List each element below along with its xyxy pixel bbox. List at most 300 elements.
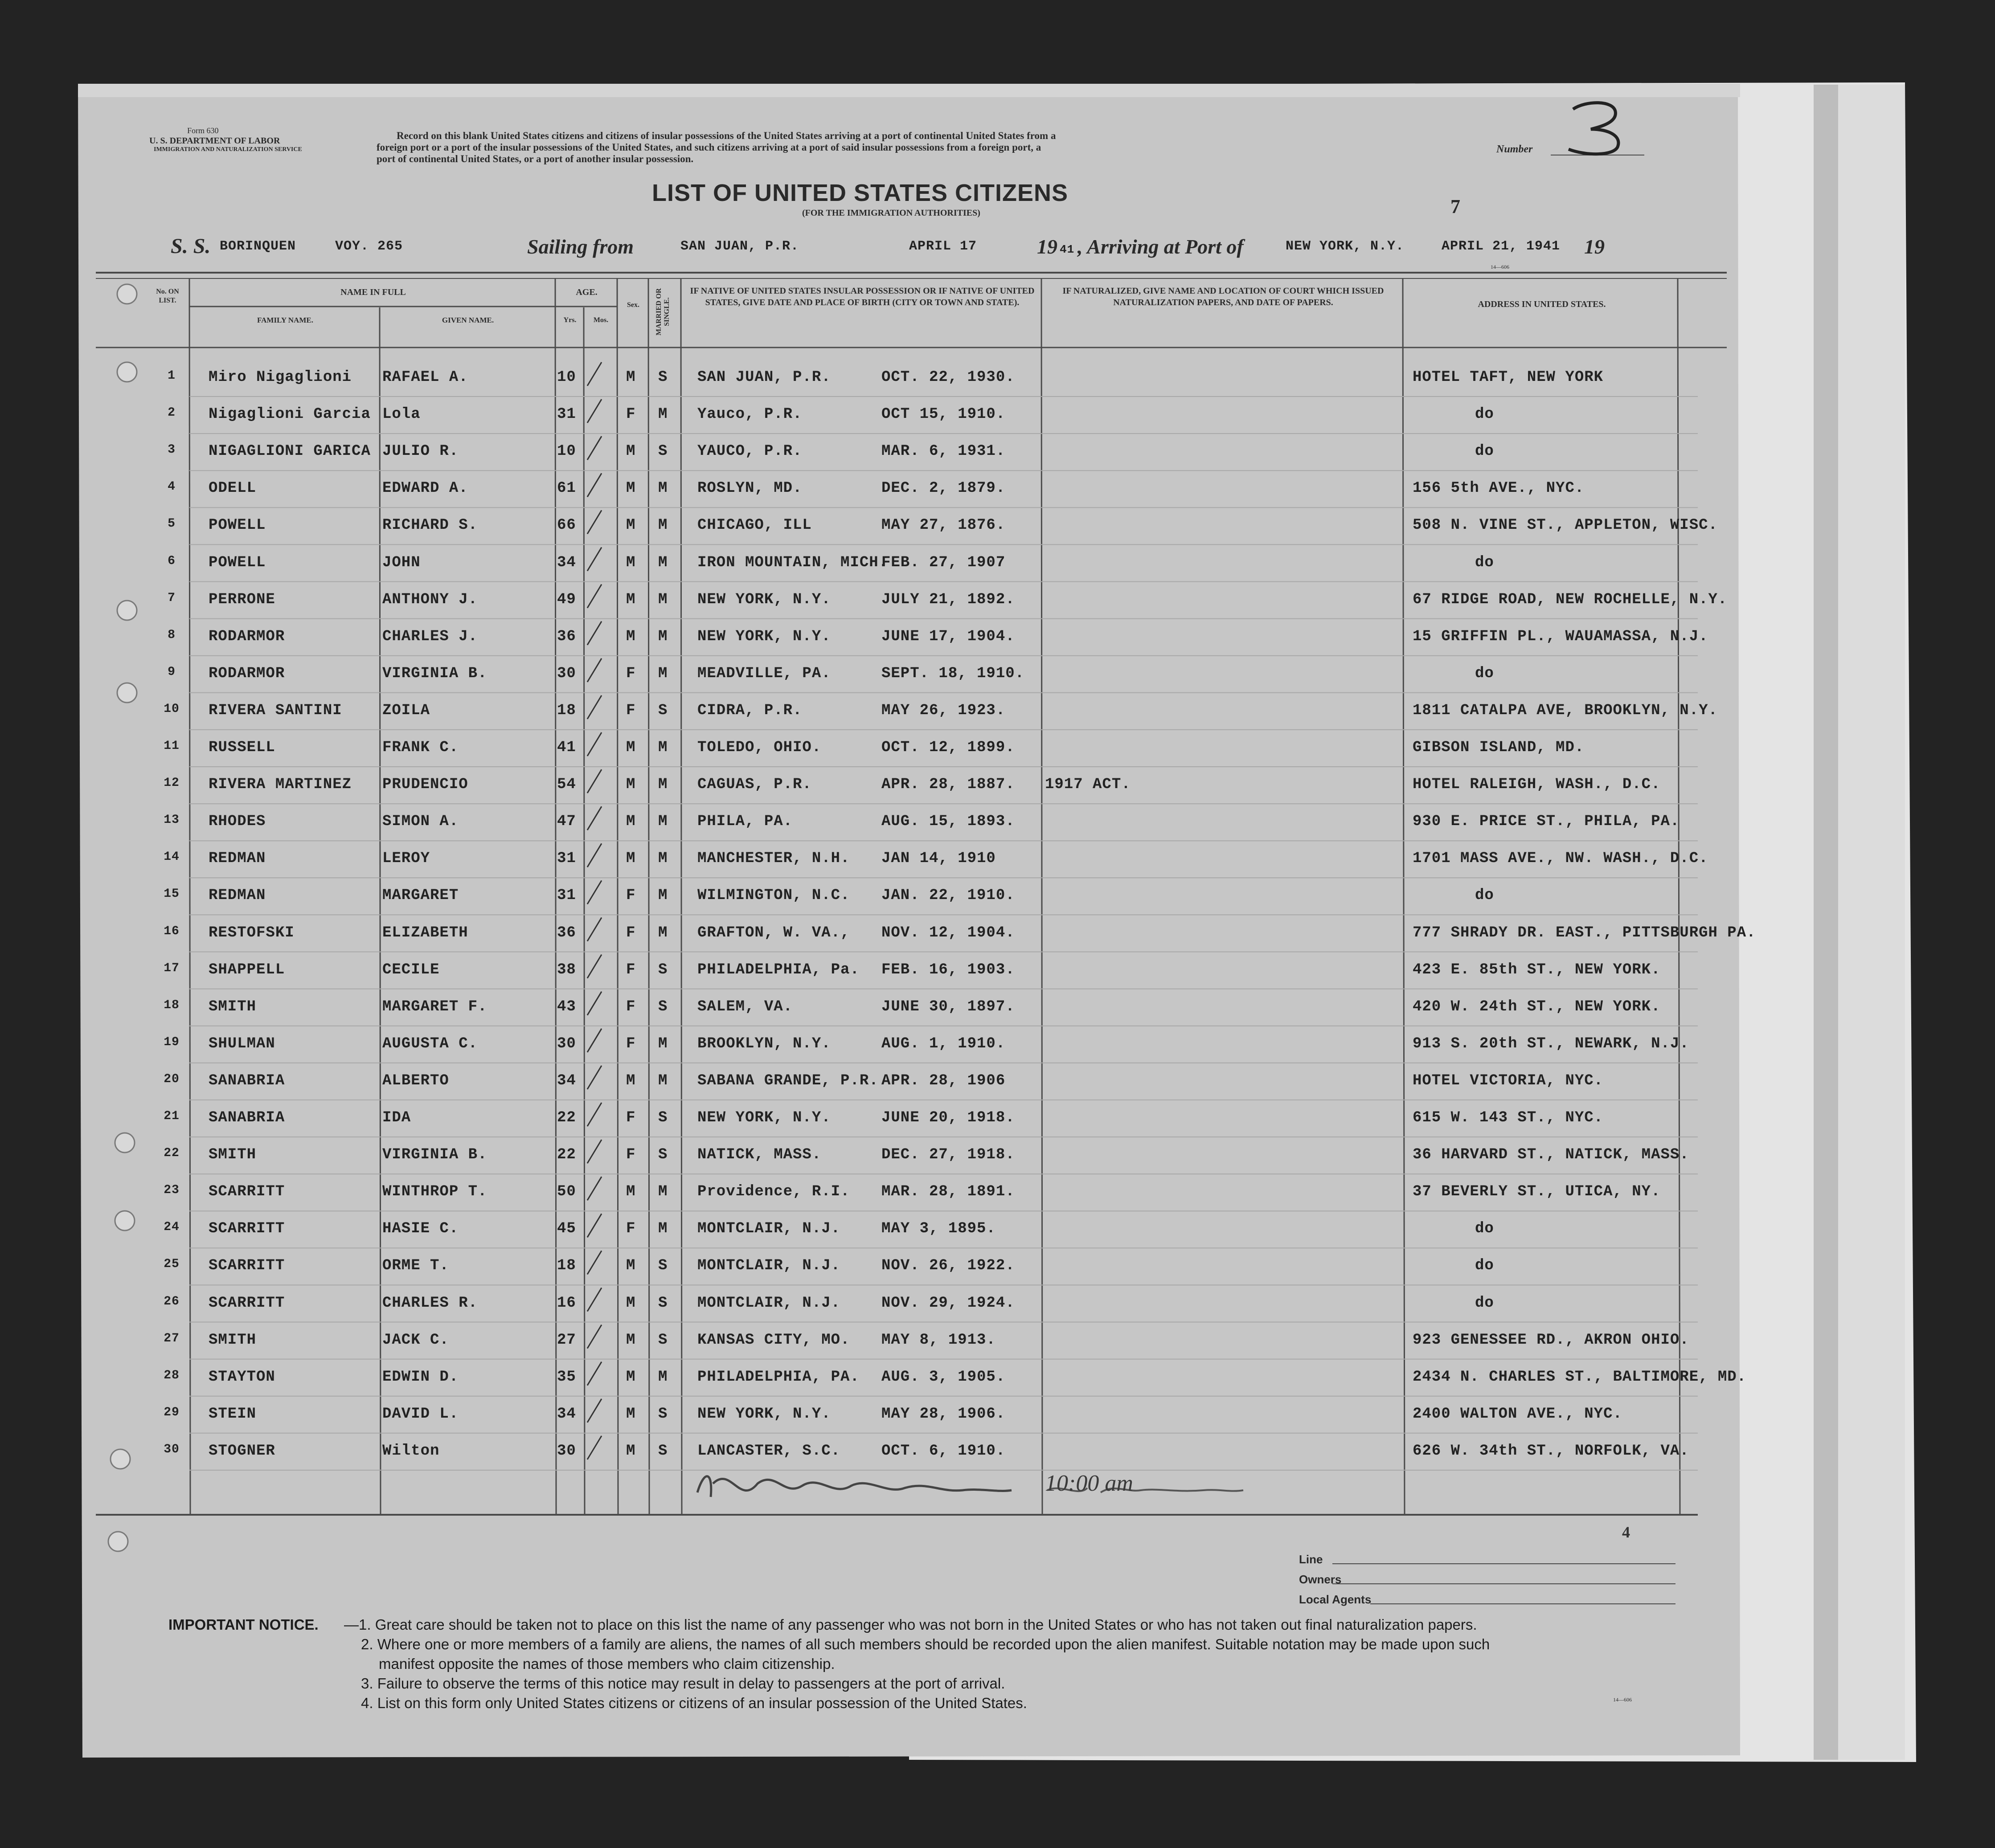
address: 67 RIDGE ROAD, NEW ROCHELLE, N.Y.	[1413, 591, 1728, 608]
row-number: 18	[164, 998, 180, 1012]
row-number: 26	[164, 1294, 180, 1308]
family-name: STEIN	[209, 1405, 257, 1423]
age-years: 45	[557, 1220, 576, 1238]
notice-4: 4. List on this form only United States citizens or citizens of an insular possession of the United States.	[361, 1695, 1027, 1711]
marital-status: M	[658, 591, 668, 608]
row-number: 9	[168, 665, 176, 679]
marital-status: M	[658, 554, 668, 571]
birth-date: NOV. 12, 1904.	[881, 924, 1015, 941]
birth-date: APR. 28, 1906	[881, 1072, 1006, 1089]
birth-place: CHICAGO, ILL	[697, 517, 812, 534]
line-label: Line	[1299, 1553, 1323, 1566]
birth-date: AUG. 15, 1893.	[881, 813, 1015, 830]
given-name: SIMON A.	[382, 813, 459, 830]
sex: F	[626, 702, 636, 719]
col-address: ADDRESS IN UNITED STATES.	[1478, 299, 1606, 309]
given-name: LEROY	[382, 850, 430, 867]
age-years: 47	[557, 813, 576, 830]
birth-place: NATICK, MASS.	[697, 1146, 822, 1164]
form-subtitle: (FOR THE IMMIGRATION AUTHORITIES)	[802, 208, 980, 218]
age-years: 30	[557, 1035, 576, 1052]
birth-place: CAGUAS, P.R.	[697, 776, 812, 793]
sex: M	[626, 1183, 636, 1201]
age-years: 30	[557, 665, 576, 682]
address: 15 GRIFFIN PL., WAUAMASSA, N.J.	[1413, 628, 1708, 645]
given-name: VIRGINIA B.	[382, 1146, 487, 1164]
arriving-date: APRIL 21, 1941	[1442, 239, 1561, 254]
row-number: 20	[164, 1072, 180, 1086]
col-sex: Sex.	[627, 301, 639, 309]
given-name: CHARLES J.	[382, 628, 478, 645]
ss-label: S. S.	[171, 234, 211, 258]
col-age-yrs: Yrs.	[563, 316, 577, 324]
birth-place: WILMINGTON, N.C.	[697, 887, 850, 904]
arriving-port: NEW YORK, N.Y.	[1286, 239, 1405, 254]
voyage-number: VOY. 265	[335, 239, 403, 254]
marital-status: S	[658, 1294, 668, 1312]
sex: M	[626, 369, 636, 386]
marital-status: S	[658, 443, 668, 460]
marital-status: M	[658, 1220, 668, 1238]
row-number: 6	[168, 554, 176, 568]
family-name: REDMAN	[209, 850, 266, 867]
row-number: 11	[164, 739, 180, 753]
given-name: CECILE	[382, 961, 440, 978]
sex: M	[626, 1405, 636, 1423]
given-name: ELIZABETH	[382, 924, 468, 941]
family-name: Nigaglioni Garcia	[209, 406, 371, 423]
family-name: ODELL	[209, 480, 257, 497]
given-name: ANTHONY J.	[382, 591, 478, 608]
sex: F	[626, 1146, 636, 1164]
address: do	[1475, 1220, 1494, 1238]
birth-place: TOLEDO, OHIO.	[697, 739, 822, 756]
row-number: 16	[164, 924, 180, 938]
family-name: SANABRIA	[209, 1072, 285, 1089]
family-name: Miro Nigaglioni	[209, 369, 352, 386]
row-number: 27	[164, 1331, 180, 1345]
marital-status: M	[658, 628, 668, 645]
birth-place: SABANA GRANDE, P.R.	[697, 1072, 879, 1089]
age-years: 41	[557, 739, 576, 756]
family-name: RODARMOR	[209, 628, 285, 645]
address: 923 GENESSEE RD., AKRON OHIO.	[1413, 1331, 1689, 1349]
sex: F	[626, 1220, 636, 1238]
birth-place: PHILADELPHIA, Pa.	[697, 961, 860, 978]
row-number: 4	[168, 480, 176, 494]
col-name-in-full: NAME IN FULL	[340, 287, 406, 297]
address: 508 N. VINE ST., APPLETON, WISC.	[1413, 517, 1718, 534]
marital-status: M	[658, 406, 668, 423]
sex: F	[626, 1109, 636, 1126]
birth-place: MONTCLAIR, N.J.	[697, 1294, 841, 1312]
given-name: RICHARD S.	[382, 517, 478, 534]
address: 2434 N. CHARLES ST., BALTIMORE, MD.	[1413, 1368, 1747, 1386]
sex: M	[626, 813, 636, 830]
marital-status: M	[658, 924, 668, 941]
birth-place: NEW YORK, N.Y.	[697, 1405, 831, 1423]
corner-mark: 14—606	[1613, 1697, 1632, 1703]
birth-date: SEPT. 18, 1910.	[881, 665, 1025, 682]
row-number: 1	[168, 369, 176, 383]
family-name: SCARRITT	[209, 1294, 285, 1312]
family-name: STAYTON	[209, 1368, 275, 1386]
sex: M	[626, 1331, 636, 1349]
col-age-mos: Mos.	[593, 316, 609, 324]
family-name: REDMAN	[209, 887, 266, 904]
col-age: AGE.	[576, 287, 598, 297]
age-years: 31	[557, 887, 576, 904]
sex: F	[626, 961, 636, 978]
col-naturalized: IF NATURALIZED, GIVE NAME AND LOCATION OF COURT WHICH ISSUED NATURALIZATION PAPERS, AND DATE OF PAPERS.	[1062, 286, 1384, 307]
address: 420 W. 24th ST., NEW YORK.	[1413, 998, 1661, 1015]
marital-status: S	[658, 1109, 668, 1126]
given-name: PRUDENCIO	[382, 776, 468, 793]
sex: M	[626, 1368, 636, 1386]
sex: F	[626, 887, 636, 904]
sex: F	[626, 998, 636, 1015]
birth-date: MAY 3, 1895.	[881, 1220, 996, 1238]
age-years: 10	[557, 443, 576, 460]
age-years: 30	[557, 1442, 576, 1460]
sex: F	[626, 406, 636, 423]
birth-place: Providence, R.I.	[697, 1183, 850, 1201]
family-name: PERRONE	[209, 591, 275, 608]
birth-place: SAN JUAN, P.R.	[697, 369, 831, 386]
age-years: 31	[557, 406, 576, 423]
birth-date: MAY 27, 1876.	[881, 517, 1006, 534]
address: HOTEL TAFT, NEW YORK	[1413, 369, 1604, 386]
owners-label: Owners	[1299, 1573, 1342, 1586]
given-name: DAVID L.	[382, 1405, 459, 1423]
age-years: 27	[557, 1331, 576, 1349]
sex: M	[626, 517, 636, 534]
family-name: RESTOFSKI	[209, 924, 295, 941]
sex: F	[626, 924, 636, 941]
instructions-line-1: Record on this blank United States citizens and citizens of insular possessions of the United States arriving at a port of continental United States from a	[397, 130, 1056, 141]
birth-date: NOV. 26, 1922.	[881, 1257, 1015, 1275]
family-name: SMITH	[209, 1331, 257, 1349]
paper-sheet	[78, 84, 1740, 1758]
address: 930 E. PRICE ST., PHILA, PA.	[1413, 813, 1680, 830]
given-name: WINTHROP T.	[382, 1183, 487, 1201]
family-name: SANABRIA	[209, 1109, 285, 1126]
address: 37 BEVERLY ST., UTICA, NY.	[1413, 1183, 1661, 1201]
notice-3: 3. Failure to observe the terms of this notice may result in delay to passengers at the port of arrival.	[361, 1675, 1005, 1692]
birth-date: OCT 15, 1910.	[881, 406, 1006, 423]
birth-place: MANCHESTER, N.H.	[697, 850, 850, 867]
marital-status: M	[658, 517, 668, 534]
address: HOTEL VICTORIA, NYC.	[1413, 1072, 1604, 1089]
row-number: 5	[168, 517, 176, 531]
service-name: IMMIGRATION AND NATURALIZATION SERVICE	[154, 146, 302, 153]
ship-name: BORINQUEN	[220, 239, 296, 254]
birth-date: JULY 21, 1892.	[881, 591, 1015, 608]
marital-status: S	[658, 702, 668, 719]
family-name: SHAPPELL	[209, 961, 285, 978]
col-birth: IF NATIVE OF UNITED STATES INSULAR POSSESSION OR IF NATIVE OF UNITED STATES, GIVE DATE AND PLACE OF BIRTH (CITY OR TOWN AND STATE).	[690, 286, 1035, 307]
address: do	[1475, 887, 1494, 904]
given-name: ZOILA	[382, 702, 430, 719]
address: do	[1475, 1257, 1494, 1275]
family-name: NIGAGLIONI GARICA	[209, 443, 371, 460]
address: 156 5th AVE., NYC.	[1413, 480, 1585, 497]
marital-status: M	[658, 887, 668, 904]
given-name: VIRGINIA B.	[382, 665, 487, 682]
birth-date: DEC. 2, 1879.	[881, 480, 1006, 497]
notice-2-cont: manifest opposite the names of those members who claim citizenship.	[379, 1656, 835, 1672]
sex: M	[626, 1257, 636, 1275]
sex: F	[626, 665, 636, 682]
birth-place: PHILADELPHIA, PA.	[697, 1368, 860, 1386]
given-name: JACK C.	[382, 1331, 449, 1349]
marital-status: M	[658, 1368, 668, 1386]
age-years: 49	[557, 591, 576, 608]
age-years: 31	[557, 850, 576, 867]
sailing-from: SAN JUAN, P.R.	[680, 239, 799, 254]
col-no-on-list: No. ON LIST.	[156, 288, 179, 304]
address: do	[1475, 665, 1494, 682]
address: 777 SHRADY DR. EAST., PITTSBURGH PA.	[1413, 924, 1756, 941]
age-years: 35	[557, 1368, 576, 1386]
department-name: U. S. DEPARTMENT OF LABOR	[149, 136, 280, 146]
birth-place: NEW YORK, N.Y.	[697, 591, 831, 608]
row-number: 12	[164, 776, 180, 790]
sex: M	[626, 1294, 636, 1312]
birth-date: JUNE 20, 1918.	[881, 1109, 1015, 1126]
birth-date: FEB. 27, 1907	[881, 554, 1006, 571]
address: 626 W. 34th ST., NORFOLK, VA.	[1413, 1442, 1689, 1460]
family-name: SMITH	[209, 1146, 257, 1164]
birth-date: OCT. 6, 1910.	[881, 1442, 1006, 1460]
age-years: 34	[557, 1072, 576, 1089]
family-name: POWELL	[209, 517, 266, 534]
row-number: 24	[164, 1220, 180, 1235]
birth-date: DEC. 27, 1918.	[881, 1146, 1015, 1164]
sex: M	[626, 739, 636, 756]
marital-status: M	[658, 776, 668, 793]
given-name: FRANK C.	[382, 739, 459, 756]
marital-status: M	[658, 1035, 668, 1052]
address: GIBSON ISLAND, MD.	[1413, 739, 1585, 756]
age-years: 22	[557, 1146, 576, 1164]
form-number: Form 630	[187, 126, 219, 135]
sex: M	[626, 554, 636, 571]
row-number: 8	[168, 628, 176, 642]
local-agents-label: Local Agents	[1299, 1593, 1372, 1606]
row-number: 28	[164, 1368, 180, 1382]
family-name: RHODES	[209, 813, 266, 830]
row-number: 23	[164, 1183, 180, 1198]
age-years: 50	[557, 1183, 576, 1201]
given-name: MARGARET F.	[382, 998, 487, 1015]
family-name: RIVERA MARTINEZ	[209, 776, 352, 793]
row-number: 29	[164, 1405, 180, 1419]
col-married-or-single: MARRIED OR SINGLE.	[655, 288, 671, 336]
marital-status: S	[658, 1146, 668, 1164]
address: 1701 MASS AVE., NW. WASH., D.C.	[1413, 850, 1708, 867]
marital-status: S	[658, 1257, 668, 1275]
birth-date: APR. 28, 1887.	[881, 776, 1015, 793]
marital-status: S	[658, 961, 668, 978]
address: do	[1475, 554, 1494, 571]
birth-date: MAY 28, 1906.	[881, 1405, 1006, 1423]
family-name: RUSSELL	[209, 739, 275, 756]
birth-place: KANSAS CITY, MO.	[697, 1331, 850, 1349]
age-years: 18	[557, 1257, 576, 1275]
notice-2: 2. Where one or more members of a family are aliens, the names of all such members should be recorded upon the alien manifest. Suitable notation may be made upon such	[361, 1636, 1490, 1652]
handwritten-time: 10:00 am	[1045, 1471, 1133, 1496]
birth-date: JAN. 22, 1910.	[881, 887, 1015, 904]
given-name: RAFAEL A.	[382, 369, 468, 386]
address: 36 HARVARD ST., NATICK, MASS.	[1413, 1146, 1689, 1164]
address: 2400 WALTON AVE., NYC.	[1413, 1405, 1622, 1423]
row-number: 2	[168, 406, 176, 420]
col-given-name: GIVEN NAME.	[442, 316, 494, 324]
sex: M	[626, 1072, 636, 1089]
birth-place: MONTCLAIR, N.J.	[697, 1257, 841, 1275]
given-name: EDWARD A.	[382, 480, 468, 497]
birth-date: NOV. 29, 1924.	[881, 1294, 1015, 1312]
birth-place: GRAFTON, W. VA.,	[697, 924, 850, 941]
age-years: 10	[557, 369, 576, 386]
instructions-line-3: port of continental United States, or a port of another insular possession.	[377, 153, 694, 164]
birth-date: MAR. 28, 1891.	[881, 1183, 1015, 1201]
sex: M	[626, 628, 636, 645]
birth-place: Yauco, P.R.	[697, 406, 803, 423]
row-number: 15	[164, 887, 180, 901]
sailing-date: APRIL 17	[909, 239, 977, 254]
row-number: 25	[164, 1257, 180, 1272]
address: do	[1475, 443, 1494, 460]
given-name: HASIE C.	[382, 1220, 459, 1238]
age-years: 61	[557, 480, 576, 497]
row-number: 19	[164, 1035, 180, 1049]
age-years: 18	[557, 702, 576, 719]
marital-status: S	[658, 1331, 668, 1349]
family-name: SCARRITT	[209, 1257, 285, 1275]
birth-date: AUG. 1, 1910.	[881, 1035, 1006, 1052]
sex: M	[626, 776, 636, 793]
marital-status: S	[658, 369, 668, 386]
age-years: 66	[557, 517, 576, 534]
marital-status: M	[658, 850, 668, 867]
given-name: ORME T.	[382, 1257, 449, 1275]
birth-place: CIDRA, P.R.	[697, 702, 803, 719]
age-years: 54	[557, 776, 576, 793]
notice-title: IMPORTANT NOTICE.	[168, 1616, 319, 1633]
row-number: 21	[164, 1109, 180, 1123]
instructions-line-2: foreign port or a port of the insular possessions of the United States, and such citizens arriving at a port of said insular possessions from a foreign port, a	[377, 142, 1041, 153]
birth-date: MAY 8, 1913.	[881, 1331, 996, 1349]
sex: M	[626, 1442, 636, 1460]
birth-place: YAUCO, P.R.	[697, 443, 803, 460]
birth-date: MAR. 6, 1931.	[881, 443, 1006, 460]
given-name: EDWIN D.	[382, 1368, 459, 1386]
given-name: JULIO R.	[382, 443, 459, 460]
sex: M	[626, 480, 636, 497]
age-years: 43	[557, 998, 576, 1015]
birth-date: MAY 26, 1923.	[881, 702, 1006, 719]
family-name: STOGNER	[209, 1442, 275, 1460]
marital-status: M	[658, 813, 668, 830]
birth-place: PHILA, PA.	[697, 813, 793, 830]
family-name: SCARRITT	[209, 1220, 285, 1238]
row-number: 7	[168, 591, 176, 605]
marital-status: S	[658, 1442, 668, 1460]
page-mark: 7	[1450, 196, 1460, 217]
address: do	[1475, 1294, 1494, 1312]
family-name: SCARRITT	[209, 1183, 285, 1201]
marital-status: M	[658, 739, 668, 756]
marital-status: M	[658, 480, 668, 497]
printer-mark: 14—606	[1491, 264, 1509, 270]
family-name: SHULMAN	[209, 1035, 275, 1052]
birth-place: NEW YORK, N.Y.	[697, 628, 831, 645]
form-title: LIST OF UNITED STATES CITIZENS	[652, 180, 1068, 206]
row-number: 14	[164, 850, 180, 864]
arriving-year-prefix: 19	[1584, 235, 1605, 258]
age-years: 34	[557, 554, 576, 571]
age-years: 38	[557, 961, 576, 978]
col-family-name: FAMILY NAME.	[257, 316, 313, 324]
row-number: 10	[164, 702, 180, 716]
given-name: MARGARET	[382, 887, 459, 904]
birth-date: FEB. 16, 1903.	[881, 961, 1015, 978]
row-number: 30	[164, 1442, 180, 1456]
birth-place: MONTCLAIR, N.J.	[697, 1220, 841, 1238]
birth-date: AUG. 3, 1905.	[881, 1368, 1006, 1386]
sailing-label: Sailing from	[527, 235, 634, 258]
birth-place: IRON MOUNTAIN, MICH.	[697, 554, 889, 571]
birth-place: MEADVILLE, PA.	[697, 665, 831, 682]
address: 423 E. 85th ST., NEW YORK.	[1413, 961, 1661, 978]
given-name: IDA	[382, 1109, 411, 1126]
family-name: POWELL	[209, 554, 266, 571]
marital-status: M	[658, 1183, 668, 1201]
age-years: 22	[557, 1109, 576, 1126]
family-name: RIVERA SANTINI	[209, 702, 342, 719]
address: 1811 CATALPA AVE, BROOKLYN, N.Y.	[1413, 702, 1718, 719]
naturalization: 1917 ACT.	[1045, 776, 1131, 793]
sailing-year-prefix: 19	[1037, 235, 1057, 258]
age-years: 16	[557, 1294, 576, 1312]
birth-place: BROOKLYN, N.Y.	[697, 1035, 831, 1052]
family-name: RODARMOR	[209, 665, 285, 682]
marital-status: M	[658, 1072, 668, 1089]
address: 615 W. 143 ST., NYC.	[1413, 1109, 1604, 1126]
marital-status: S	[658, 998, 668, 1015]
sex: M	[626, 591, 636, 608]
row-number: 3	[168, 443, 176, 457]
sex: M	[626, 850, 636, 867]
age-years: 34	[557, 1405, 576, 1423]
given-name: ALBERTO	[382, 1072, 449, 1089]
sailing-year: 41	[1060, 243, 1075, 256]
row-number: 13	[164, 813, 180, 827]
family-name: SMITH	[209, 998, 257, 1015]
notice-1: —1. Great care should be taken not to place on this list the name of any passenger who was not born in the United States or who has not taken out final naturalization papers.	[344, 1616, 1477, 1633]
birth-place: LANCASTER, S.C.	[697, 1442, 841, 1460]
age-years: 36	[557, 924, 576, 941]
row-number: 17	[164, 961, 180, 975]
given-name: Wilton	[382, 1442, 440, 1460]
number-label: Number	[1496, 143, 1533, 155]
address: 913 S. 20th ST., NEWARK, N.J.	[1413, 1035, 1689, 1052]
birth-place: SALEM, VA.	[697, 998, 793, 1015]
birth-date: JUNE 17, 1904.	[881, 628, 1015, 645]
sex: M	[626, 443, 636, 460]
